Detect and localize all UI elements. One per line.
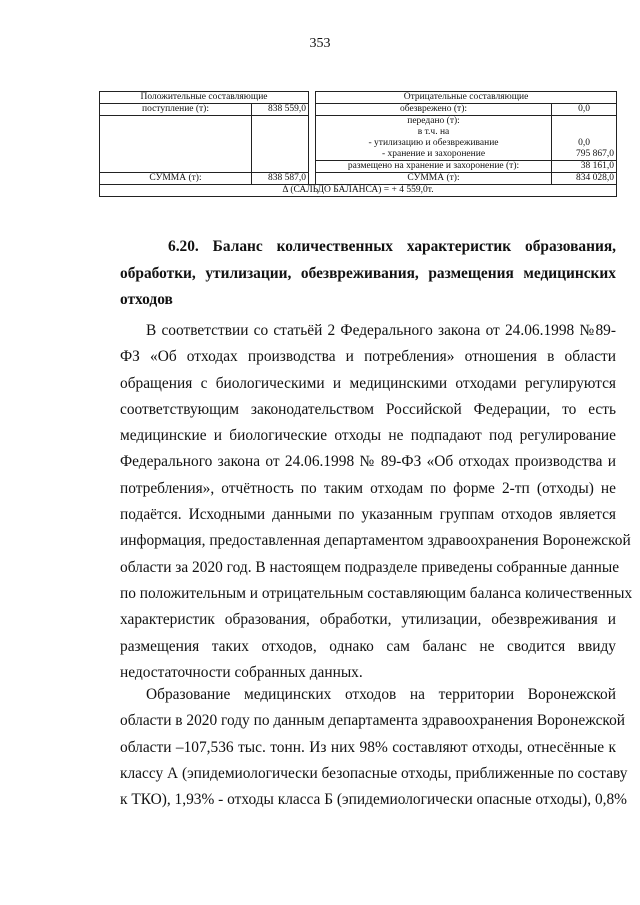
paragraph-line: потребления», отчётность по таким отходам по форме 2-тп (отходы) не xyxy=(120,479,616,497)
paragraph-line: области за 2020 год. В настоящем подразделе приведены собранные данные xyxy=(120,558,620,576)
section-heading xyxy=(120,234,616,314)
page-number: 353 xyxy=(309,36,331,51)
transferred-values xyxy=(552,116,617,161)
paragraph-line: Образование медицинских отходов на территории Воронежской xyxy=(146,686,616,703)
paragraph-line: недостаточности собранных данных. xyxy=(120,663,363,681)
transferred-label xyxy=(316,116,552,161)
heading-line: отходов xyxy=(120,291,173,308)
empty-cell xyxy=(252,116,309,173)
header-negative: Отрицательные составляющие xyxy=(316,92,617,104)
paragraph-line: В соответствии со статьёй 2 Федерального закона от 24.06.1998 №89- xyxy=(146,322,616,339)
transferred-line: - хранение и захоронение xyxy=(381,149,486,159)
table-row xyxy=(100,104,617,116)
neutralized-value: 0,0 xyxy=(552,104,617,116)
transferred-line: в т.ч. на xyxy=(417,127,450,137)
paragraph-2 xyxy=(120,682,628,813)
table-header-row xyxy=(100,92,617,104)
paragraph-line: информация, предоставленная департаментом здравоохранения Воронежской xyxy=(120,532,631,550)
paragraph-line: к ТКО), 1,93% - отходы класса Б (эпидемиологически опасные отходы), 0,8% xyxy=(120,791,628,809)
sum-positive-label: СУММА (т): xyxy=(100,173,252,185)
table-row xyxy=(100,185,617,197)
paragraph-line: размещения таких отходов, однако сам баланс не сводится ввиду xyxy=(120,637,616,655)
paragraph-line: классу А (эпидемиологически безопасные отходы, приближенные по составу xyxy=(120,764,628,782)
sum-positive-value: 838 587,0 xyxy=(252,173,309,185)
paragraph-line: по положительным и отрицательным составляющим баланса количественных xyxy=(120,584,633,602)
paragraph-line: обращения с биологическими и медицинскими отходами регулируются xyxy=(120,374,616,392)
paragraph-line: области –107,536 тыс. тонн. Из них 98% составляют отходы, отнесённые к xyxy=(120,738,616,756)
balance-result: Δ (САЛЬДО БАЛАНСА) = + 4 559,0т. xyxy=(100,185,617,197)
sum-negative-label: СУММА (т): xyxy=(316,173,552,185)
table-row xyxy=(100,116,617,161)
transferred-line: - утилизацию и обезвреживание xyxy=(368,138,499,148)
sum-negative-value: 834 028,0 xyxy=(552,173,617,185)
column-gap xyxy=(309,92,316,185)
income-label: поступление (т): xyxy=(100,104,252,116)
income-value: 838 559,0 xyxy=(252,104,309,116)
transferred-line: передано (т): xyxy=(407,116,460,126)
paragraph-1 xyxy=(120,318,633,686)
placed-label: размещено на хранение и захоронение (т): xyxy=(316,161,552,173)
paragraph-line: медицинские и биологические отходы не подпадают под регулирование xyxy=(120,427,616,445)
paragraph-line: области в 2020 году по данным департамента здравоохранения Воронежской xyxy=(120,712,626,730)
balance-table xyxy=(99,91,617,197)
placed-value: 38 161,0 xyxy=(552,161,617,173)
heading-line: 6.20. Баланс количественных характеристик образования, xyxy=(168,238,616,255)
transferred-value-utilization: 0,0 xyxy=(578,138,590,148)
neutralized-label: обезврежено (т): xyxy=(316,104,552,116)
heading-line: обработки, утилизации, обезвреживания, размещения медицинских xyxy=(120,264,616,282)
table-row xyxy=(100,173,617,185)
paragraph-line: ФЗ «Об отходах производства и потребления» отношения в области xyxy=(120,348,616,366)
paragraph-line: соответствующим законодательством Российской Федерации, то есть xyxy=(120,400,616,418)
header-positive: Положительные составляющие xyxy=(100,92,309,104)
empty-cell xyxy=(100,116,252,173)
transferred-value-storage: 795 867,0 xyxy=(576,149,615,159)
paragraph-line: характеристик образования, обработки, утилизации, обезвреживания и xyxy=(120,611,616,629)
paragraph-line: Федерального закона от 24.06.1998 № 89-ФЗ «Об отходах производства и xyxy=(120,453,616,471)
paragraph-line: подаётся. Исходными данными по указанным группам отходов является xyxy=(120,506,616,524)
